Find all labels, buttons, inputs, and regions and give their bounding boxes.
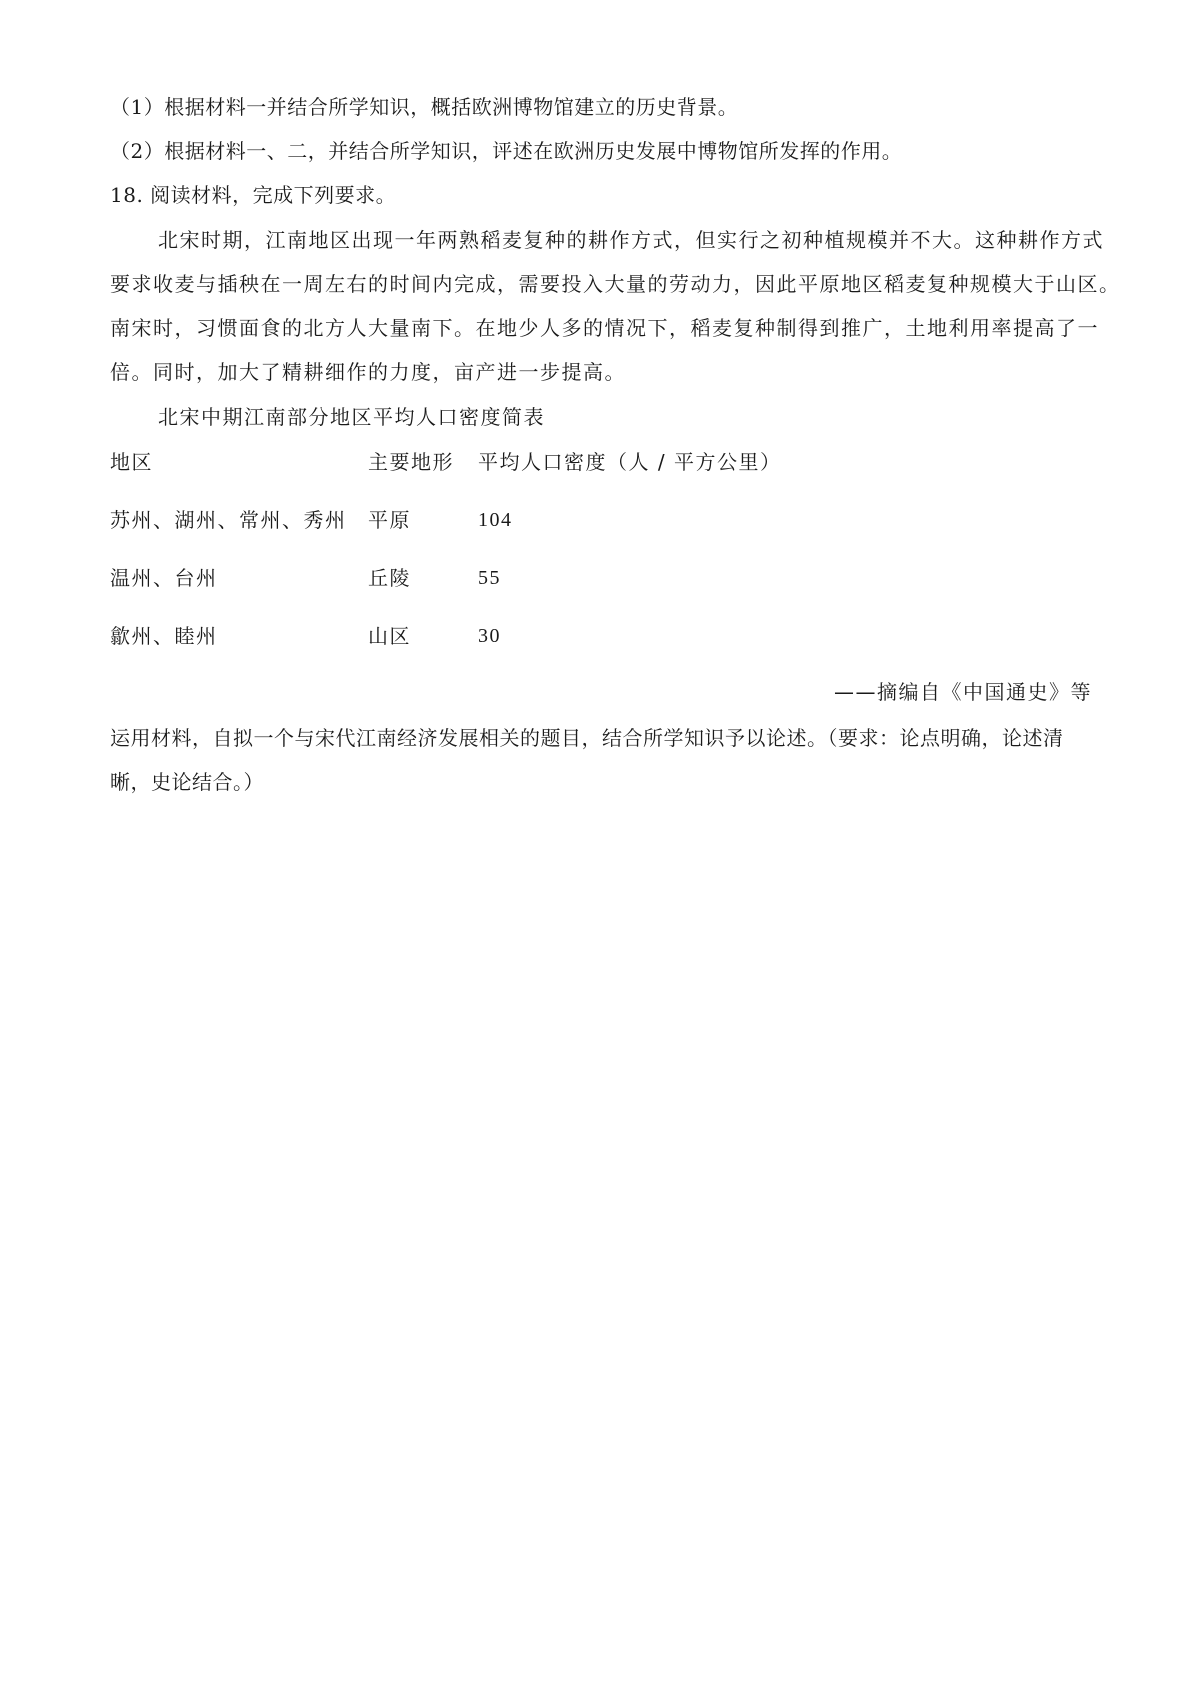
source-citation: ——摘编自《中国通史》等	[834, 680, 1092, 704]
passage-line: 要求收麦与插秧在一周左右的时间内完成，需要投入大量的劳动力，因此平原地区稻麦复种规模大于山区。	[110, 272, 1121, 296]
cell-region: 歙州、睦州	[110, 624, 218, 648]
header-density: 平均人口密度（人 / 平方公里）	[478, 450, 782, 474]
cell-terrain: 平原	[368, 508, 411, 532]
cell-region: 温州、台州	[110, 566, 218, 590]
question-1: （1）根据材料一并结合所学知识，概括欧洲博物馆建立的历史背景。	[110, 95, 739, 119]
table-title: 北宋中期江南部分地区平均人口密度简表	[158, 405, 545, 429]
task-line: 运用材料，自拟一个与宋代江南经济发展相关的题目，结合所学知识予以论述。（要求：论点明确，论述清	[110, 726, 1064, 750]
passage-line: 北宋时期，江南地区出现一年两熟稻麦复种的耕作方式，但实行之初种植规模并不大。这种耕作方式	[158, 228, 1104, 252]
question-18-heading: 18. 阅读材料，完成下列要求。	[110, 183, 397, 207]
table-row	[110, 564, 1010, 592]
cell-terrain: 山区	[368, 624, 411, 648]
cell-density: 104	[478, 509, 513, 531]
header-region: 地区	[110, 450, 153, 474]
cell-density: 30	[478, 625, 501, 647]
table-header-row	[110, 448, 1010, 476]
table-row	[110, 622, 1010, 650]
cell-terrain: 丘陵	[368, 566, 411, 590]
table-row	[110, 506, 1010, 534]
cell-density: 55	[478, 567, 501, 589]
cell-region: 苏州、湖州、常州、秀州	[110, 508, 347, 532]
header-terrain: 主要地形	[368, 450, 454, 474]
task-line: 晰，史论结合。）	[110, 770, 264, 794]
passage-line: 倍。同时，加大了精耕细作的力度，亩产进一步提高。	[110, 360, 626, 384]
passage-line: 南宋时，习惯面食的北方人大量南下。在地少人多的情况下，稻麦复种制得到推广，土地利用率提高了一	[110, 316, 1099, 340]
question-2: （2）根据材料一、二，并结合所学知识，评述在欧洲历史发展中博物馆所发挥的作用。	[110, 139, 903, 163]
